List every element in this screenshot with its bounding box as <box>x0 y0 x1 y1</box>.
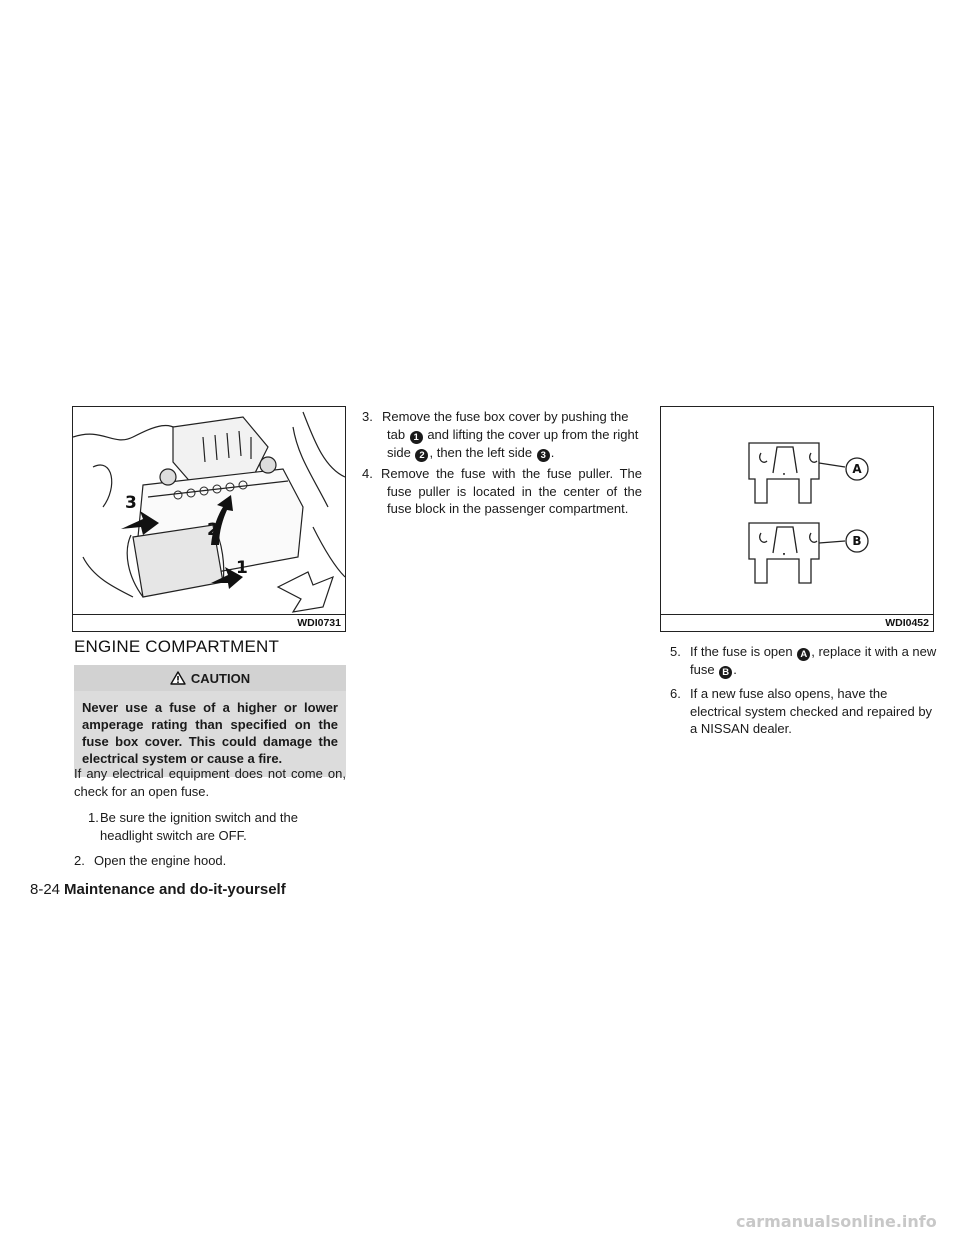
figure-code: WDI0731 <box>297 617 341 629</box>
step-4 <box>362 465 642 518</box>
step-5 <box>670 643 938 679</box>
step-1 <box>88 809 348 843</box>
step-number: 6. <box>670 686 681 701</box>
caution-box <box>74 665 346 777</box>
step-text: tab <box>387 426 406 442</box>
callout-A-marker: A <box>797 648 810 661</box>
step-text: Remove the fuse box cover by pushing the <box>382 409 629 424</box>
step-text: . <box>733 662 737 677</box>
step-text: If a new fuse also opens, have the electrical system checked and repaired by a NISSAN dealer. <box>690 686 933 736</box>
callout-3: 3 <box>125 493 137 513</box>
step-number: 5. <box>670 644 681 659</box>
step-text: . <box>550 444 555 460</box>
footer-section-title: Maintenance and do-it-yourself <box>64 881 286 898</box>
callout-1-marker: 1 <box>410 431 423 444</box>
fuse-figure <box>660 406 934 632</box>
fuse-illustration <box>661 407 933 615</box>
section-heading: ENGINE COMPARTMENT <box>74 637 280 656</box>
engine-compartment-illustration <box>73 407 345 615</box>
callout-A: A <box>852 462 862 476</box>
step-text: fuse <box>690 662 715 677</box>
caution-header <box>74 665 346 691</box>
page-footer <box>30 881 286 898</box>
watermark: carmanualsonline.info <box>736 1212 937 1231</box>
step-text: side <box>387 444 411 460</box>
step-text: Open the engine hood. <box>94 853 227 868</box>
page-number: 8-24 <box>30 881 61 898</box>
callout-B-marker: B <box>719 666 732 679</box>
step-text: Remove the fuse with the fuse puller. The fuse puller is located in the center of the fuse block in the passenger compartment. <box>381 466 642 516</box>
callout-B: B <box>852 534 862 548</box>
step-number: 4. <box>362 466 373 481</box>
caution-text: Never use a fuse of a higher or lower amperage rating than specified on the fuse box cover. This could damage the electrical system or cause a fire. <box>82 700 338 766</box>
step-number: 2. <box>74 853 85 868</box>
step-text: and lifting the cover up from the right <box>427 426 639 442</box>
intro-paragraph: If any electrical equipment does not come on, check for an open fuse. <box>74 766 346 799</box>
step-6 <box>670 685 938 738</box>
step-text: Be sure the ignition switch and the headlight switch are OFF. <box>100 810 299 843</box>
caution-title: CAUTION <box>190 670 251 686</box>
step-number: 3. <box>362 409 373 424</box>
step-2 <box>74 852 346 870</box>
figure-code: WDI0452 <box>885 617 929 629</box>
step-text: If the fuse is open <box>690 644 793 659</box>
callout-1: 1 <box>236 558 248 578</box>
step-text: , replace it with a new <box>811 644 937 659</box>
step-text: , then the left side <box>429 444 533 460</box>
callout-2-marker: 2 <box>415 449 428 462</box>
warning-triangle-icon <box>170 671 186 685</box>
step-number: 1. <box>88 810 99 825</box>
callout-3-marker: 3 <box>537 449 550 462</box>
engine-compartment-figure <box>72 406 346 632</box>
callout-2: 2 <box>207 520 219 540</box>
step-3 <box>362 408 642 462</box>
